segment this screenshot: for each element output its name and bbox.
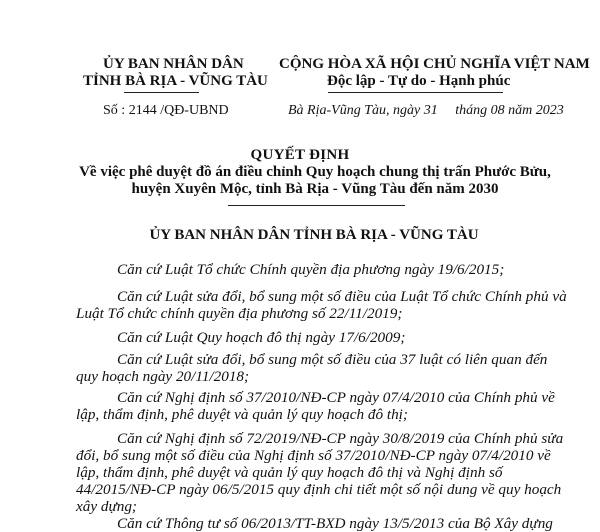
paragraph-line: 44/2015/NĐ-CP ngày 06/5/2015 quy định chi tiết một số nội dung về quy hoạch xyxy=(76,481,562,498)
paragraph-line: lập, thẩm định, phê duyệt và quản lý quy hoạch đô thị; xyxy=(76,406,408,423)
issuer-line-2: TỈNH BÀ RỊA - VŨNG TÀU xyxy=(83,73,268,89)
paragraph-line: Căn cứ Luật Quy hoạch đô thị ngày 17/6/2009; xyxy=(117,329,406,346)
issuer-underline xyxy=(124,92,199,93)
paragraph-line: lập, thẩm định, phê duyệt và quản lý quy hoạch đô thị và Nghị định số xyxy=(76,464,503,481)
issuer-line-1: ỦY BAN NHÂN DÂN xyxy=(103,56,244,72)
paragraph-line: Căn cứ Luật sửa đổi, bổ sung một số điều của Luật Tổ chức Chính phủ và xyxy=(117,288,567,305)
national-motto: Độc lập - Tự do - Hạnh phúc xyxy=(327,73,511,89)
paragraph-line: đổi, bổ sung một số điều của Nghị định số 37/2010/NĐ-CP ngày 07/4/2010 về xyxy=(76,447,551,464)
document-number-suffix: /QĐ-UBND xyxy=(156,103,229,118)
legal-basis-1 xyxy=(117,261,591,278)
legal-basis-5 xyxy=(76,389,555,423)
document-number-prefix: Số : xyxy=(103,103,129,118)
document-type-heading: QUYẾT ĐỊNH xyxy=(250,147,350,163)
paragraph-line: Căn cứ Thông tư số 06/2013/TT-BXD ngày 13/5/2013 của Bộ Xây dựng xyxy=(117,515,553,532)
document-subject-line-2: huyện Xuyên Mộc, tỉnh Bà Rịa - Vũng Tàu đến năm 2030 xyxy=(131,181,499,197)
paragraph-line: Căn cứ Luật sửa đổi, bổ sung một số điều của 37 luật có liên quan đến xyxy=(117,351,548,368)
paragraph-line: Luật Tổ chức chính quyền địa phương số 22/11/2019; xyxy=(76,305,403,322)
document-number-value: 2144 xyxy=(128,103,157,118)
legal-basis-7 xyxy=(76,515,553,532)
paragraph-line: xây dựng; xyxy=(76,498,137,515)
document-number xyxy=(103,103,229,119)
motto-underline xyxy=(328,92,503,93)
national-title: CỘNG HÒA XÃ HỘI CHỦ NGHĨA VIỆT NAM xyxy=(279,56,590,72)
subject-underline xyxy=(228,205,405,206)
document-subject-line-1: Về việc phê duyệt đồ án điều chỉnh Quy hoạch chung thị trấn Phước Bửu, xyxy=(79,164,551,180)
issue-date: Bà Rịa-Vũng Tàu, ngày 31 tháng 08 năm 2023 xyxy=(288,103,564,118)
paragraph-line: Căn cứ Luật Tổ chức Chính quyền địa phương ngày 19/6/2015; xyxy=(117,261,505,278)
authority-heading: ỦY BAN NHÂN DÂN TỈNH BÀ RỊA - VŨNG TÀU xyxy=(149,227,479,243)
legal-basis-2 xyxy=(76,288,567,322)
legal-basis-6 xyxy=(76,430,564,515)
paragraph-line: Căn cứ Nghị định số 37/2010/NĐ-CP ngày 07/4/2010 của Chính phủ về xyxy=(117,389,555,406)
paragraph-line: quy hoạch ngày 20/11/2018; xyxy=(76,368,250,385)
legal-basis-4 xyxy=(76,351,550,385)
legal-basis-3 xyxy=(117,329,591,346)
paragraph-line: Căn cứ Nghị định số 72/2019/NĐ-CP ngày 30/8/2019 của Chính phủ sửa xyxy=(117,430,564,447)
